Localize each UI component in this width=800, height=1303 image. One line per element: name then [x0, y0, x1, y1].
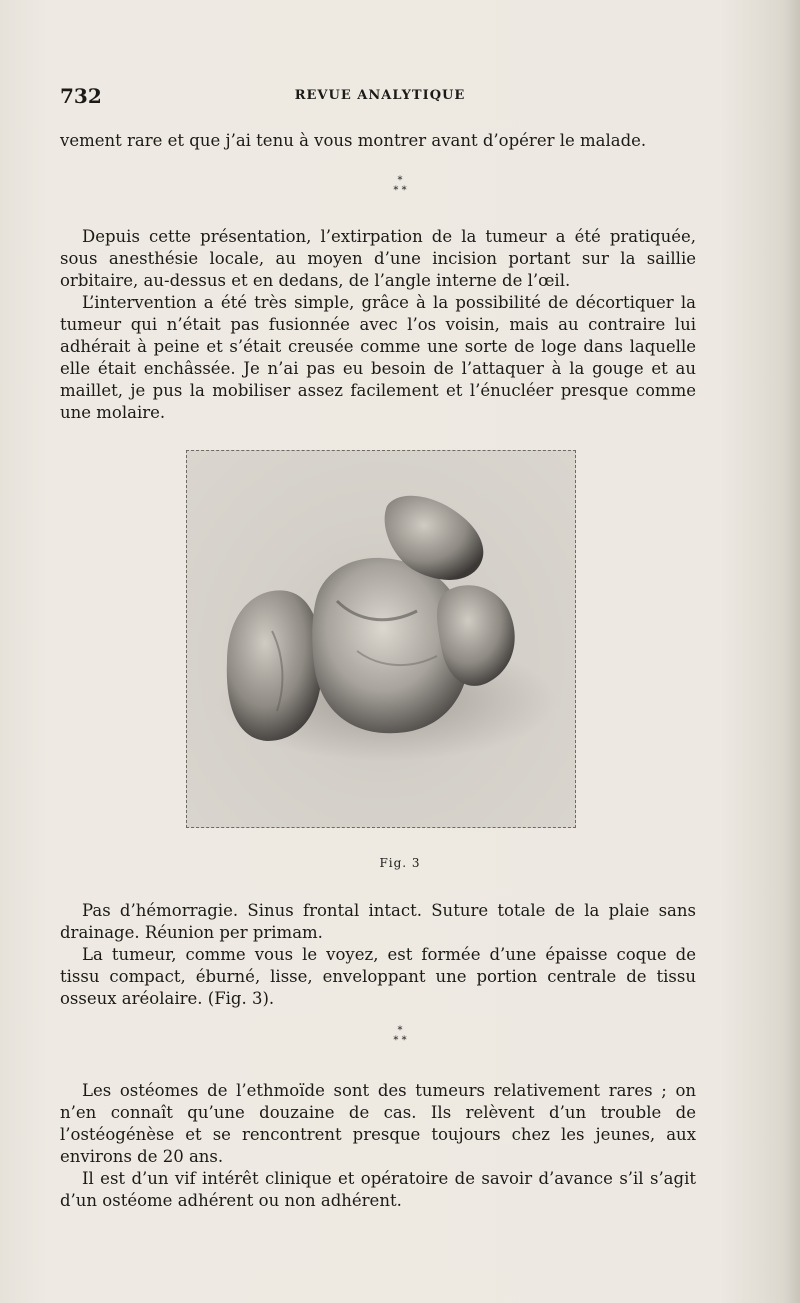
text-block-top — [60, 130, 696, 152]
text-block-after-figure — [60, 900, 696, 1010]
page-header — [60, 84, 700, 108]
asterism-stars-bottom: * * — [393, 185, 407, 196]
text-block-bottom — [60, 1080, 696, 1212]
paragraph: L’intervention a été très simple, grâce à la possibilité de décortiquer la tumeur qui n’était pas fusionnée avec l’os voisin, mais au contraire lui adhérait à peine et s’était creusée comme une sorte de loge dans laquelle elle était enchâssée. Je n’ai pas eu besoin de l’attaquer à la gouge et au maillet, je pus la mobiliser assez facilement et l’énucléer presque comme une molaire. — [60, 293, 696, 422]
paragraph: Depuis cette présentation, l’extirpation de la tumeur a été pratiquée, sous anesthésie locale, au moyen d’une incision portant sur la saillie orbitaire, au-dessus et en dedans, de l’angle interne de l’œil. — [60, 227, 696, 290]
tumor-image — [187, 451, 575, 827]
paragraph: vement rare et que j’ai tenu à vous montrer avant d’opérer le malade. — [60, 131, 647, 150]
tumor-photograph — [186, 450, 576, 828]
section-separator — [0, 176, 800, 196]
page-number: 732 — [60, 84, 102, 108]
running-head: REVUE ANALYTIQUE — [294, 88, 466, 103]
asterism-star-top: * — [397, 175, 403, 186]
figure-caption: Fig. 3 — [379, 856, 421, 870]
section-separator-2 — [0, 1026, 800, 1046]
asterism-stars-bottom: * * — [393, 1035, 407, 1046]
paragraph: La tumeur, comme vous le voyez, est formée d’une épaisse coque de tissu compact, éburné, lisse, enveloppant une portion centrale de tissu osseux aréolaire. (Fig. 3). — [60, 945, 696, 1008]
text-block-mid — [60, 226, 696, 424]
paragraph: Les ostéomes de l’ethmoïde sont des tumeurs relativement rares ; on n’en connaît qu’une douzaine de cas. Ils relèvent d’un trouble de l’ostéogénèse et se rencontrent presque toujours chez les jeunes, aux environs de 20 ans. — [60, 1081, 696, 1166]
paragraph: Pas d’hémorragie. Sinus frontal intact. Suture totale de la plaie sans drainage. Réunion per primam. — [60, 901, 696, 942]
asterism-star-top: * — [397, 1025, 403, 1036]
paragraph: Il est d’un vif intérêt clinique et opératoire de savoir d’avance s’il s’agit d’un ostéome adhérent ou non adhérent. — [60, 1169, 696, 1210]
